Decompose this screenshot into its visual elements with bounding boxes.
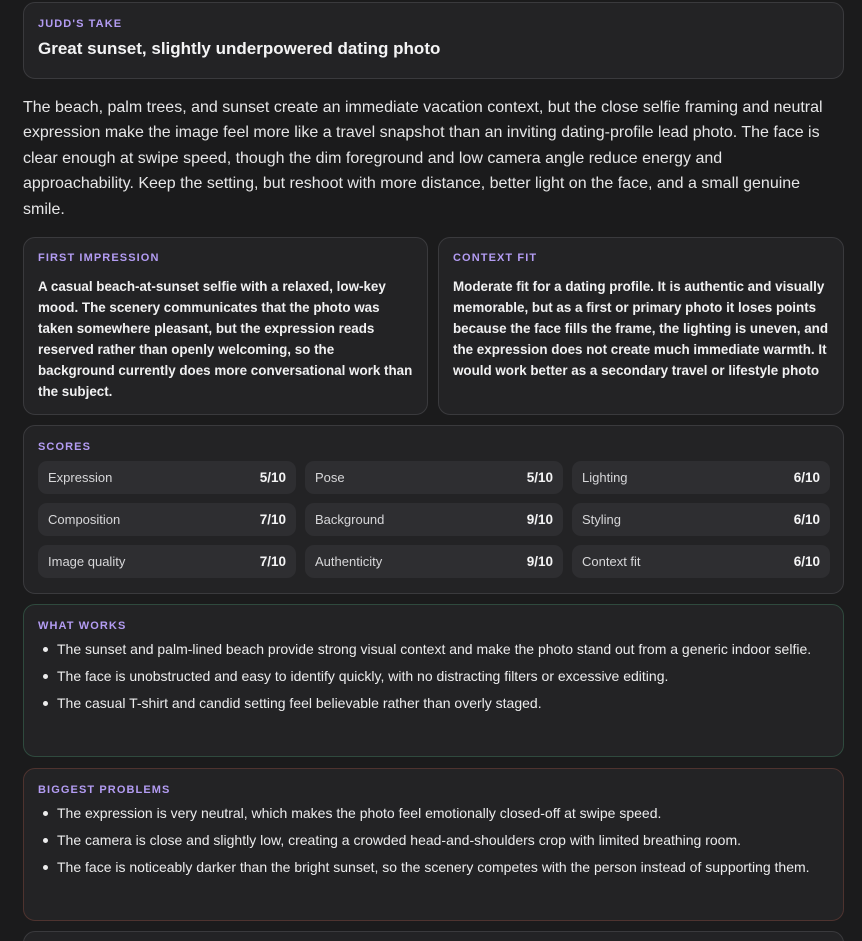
score-authenticity	[305, 545, 563, 578]
score-value: 5/10	[259, 470, 286, 485]
list-item: The camera is close and slightly low, creating a crowded head-and-shoulders crop with limited breathing room.	[57, 830, 829, 850]
first-impression-text: A casual beach-at-sunset selfie with a relaxed, low-key mood. The scenery communicates that the photo was taken somewhere pleasant, but the expression reads reserved rather than openly welcoming, so the background currently does more conversational work than the subject.	[38, 279, 413, 399]
score-label: Lighting	[582, 470, 628, 485]
score-background	[305, 503, 563, 536]
biggest-problems-eyebrow: BIGGEST PROBLEMS	[38, 784, 171, 796]
score-label: Composition	[48, 512, 121, 527]
score-lighting	[572, 461, 830, 494]
score-expression	[38, 461, 296, 494]
score-label: Context fit	[582, 554, 641, 569]
next-section-card	[23, 931, 844, 941]
score-context-fit	[572, 545, 830, 578]
list-item: The casual T-shirt and candid setting feel believable rather than overly staged.	[57, 693, 829, 713]
list-item: The expression is very neutral, which makes the photo feel emotionally closed-off at swipe speed.	[57, 803, 829, 823]
score-value: 6/10	[793, 554, 820, 569]
list-item: The face is unobstructed and easy to identify quickly, with no distracting filters or excessive editing.	[57, 666, 829, 686]
score-label: Pose	[315, 470, 345, 485]
biggest-problems-list	[38, 803, 829, 877]
score-image-quality	[38, 545, 296, 578]
score-pose	[305, 461, 563, 494]
list-item: The sunset and palm-lined beach provide strong visual context and make the photo stand out from a generic indoor selfie.	[57, 639, 829, 659]
score-value: 7/10	[259, 554, 286, 569]
context-fit-card	[438, 237, 844, 415]
score-grid	[38, 461, 829, 578]
what-works-eyebrow: WHAT WORKS	[38, 620, 127, 632]
score-label: Styling	[582, 512, 622, 527]
summary-paragraph: The beach, palm trees, and sunset create an immediate vacation context, but the close selfie framing and neutral expression make the image feel more like a travel snapshot than an inviting dating-profile lead photo. The face is clear enough at swipe speed, though the dim foreground and low camera angle reduce energy and approachability. Keep the setting, but reshoot with more distance, better light on the face, and a small genuine smile.	[23, 99, 823, 218]
judds-take-card	[23, 2, 844, 79]
score-value: 6/10	[793, 512, 820, 527]
context-fit-text: Moderate fit for a dating profile. It is authentic and visually memorable, but as a first or primary photo it loses points because the face fills the frame, the lighting is uneven, and the expression does not create much immediate warmth. It would work better as a secondary travel or lifestyle photo	[453, 279, 829, 378]
list-item: The face is noticeably darker than the bright sunset, so the scenery competes with the person instead of supporting them.	[57, 857, 829, 877]
judds-take-title: Great sunset, slightly underpowered dating photo	[38, 39, 441, 58]
judds-take-eyebrow: JUDD'S TAKE	[38, 18, 123, 30]
score-value: 5/10	[526, 470, 553, 485]
what-works-card	[23, 604, 844, 757]
score-value: 6/10	[793, 470, 820, 485]
score-label: Expression	[48, 470, 113, 485]
score-label: Authenticity	[315, 554, 383, 569]
biggest-problems-card	[23, 768, 844, 921]
first-impression-eyebrow: FIRST IMPRESSION	[38, 252, 160, 264]
score-styling	[572, 503, 830, 536]
what-works-list	[38, 639, 829, 713]
context-fit-eyebrow: CONTEXT FIT	[453, 252, 538, 264]
score-label: Background	[315, 512, 385, 527]
score-composition	[38, 503, 296, 536]
score-value: 9/10	[526, 512, 553, 527]
score-value: 7/10	[259, 512, 286, 527]
scores-eyebrow: SCORES	[38, 441, 92, 453]
scores-card	[23, 425, 844, 594]
first-impression-card	[23, 237, 428, 415]
score-label: Image quality	[48, 554, 126, 569]
score-value: 9/10	[526, 554, 553, 569]
